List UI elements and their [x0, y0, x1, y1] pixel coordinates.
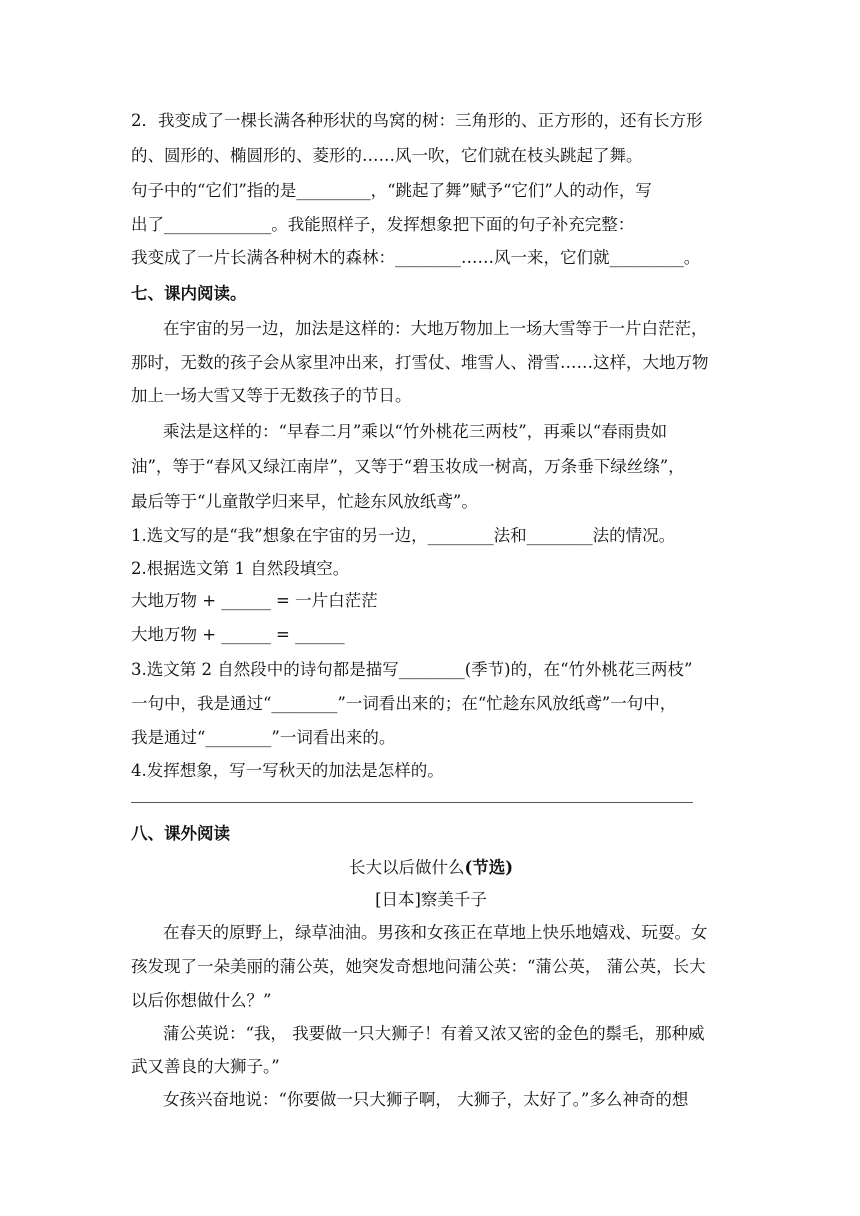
s7-question-3-line-2: 一句中，我是通过“________”一词看出来的；在“忙趁东风放纸鸢”一句中， — [131, 694, 677, 713]
q2-line-5: 我变成了一片长满各种树木的森林：________……风一来，它们就_________。 — [131, 248, 701, 267]
s8-p3-line-1: 女孩兴奋地说：“你要做一只大狮子啊， 大狮子，太好了。”多么神奇的想 — [163, 1090, 689, 1109]
s8-p1-line-2: 孩发现了一朵美丽的蒲公英，她突发奇想地问蒲公英：“蒲公英， 蒲公英，长大 — [131, 957, 706, 976]
s7-question-3-line-1: 3.选文第 2 自然段中的诗句都是描写________(季节)的，在“竹外桃花三两枝” — [131, 660, 693, 679]
q2-line-2: 的、圆形的、椭圆形的、菱形的……风一吹，它们就在枝头跳起了舞。 — [131, 146, 643, 165]
s7-question-2-equation-2: 大地万物 + ______ = ______ — [131, 625, 345, 644]
q2-line-4: 出了_____________。我能照样子，发挥想象把下面的句子补充完整： — [131, 215, 635, 234]
s7-p2-line-2: 油”，等于“春风又绿江南岸”，又等于“碧玉妆成一树高，万条垂下绿丝绦”， — [131, 457, 685, 476]
s7-p2-line-3: 最后等于“儿童散学归来早，忙趁东风放纸鸢”。 — [131, 492, 478, 511]
q2-line-3: 句子中的“它们”指的是_________，“跳起了舞”赋予“它们”人的动作，写 — [131, 181, 652, 200]
article-title — [131, 857, 731, 879]
s8-p2-line-1: 蒲公英说：“我， 我要做一只大狮子！有着又浓又密的金色的鬃毛，那种威 — [163, 1024, 705, 1043]
s7-question-1: 1.选文写的是“我”想象在宇宙的另一边，________法和________法的情况。 — [131, 526, 676, 545]
q2-line-1: 2．我变成了一棵长满各种形状的鸟窝的树：三角形的、正方形的，还有长方形 — [131, 111, 703, 130]
section8-heading: 八、课外阅读 — [131, 824, 230, 843]
s8-p2-line-2: 武又善良的大狮子。” — [131, 1057, 280, 1076]
article-title-suffix: (节选) — [464, 858, 514, 877]
s7-question-2-equation-1: 大地万物 + ______ = 一片白茫茫 — [131, 591, 378, 610]
s8-p1-line-3: 以后你想做什么？” — [131, 991, 272, 1010]
s7-p2-line-1: 乘法是这样的：“早春二月”乘以“竹外桃花三两枝”，再乘以“春雨贵如 — [163, 422, 668, 441]
s7-question-2: 2.根据选文第 1 自然段填空。 — [131, 559, 350, 578]
s7-question-3-line-3: 我是通过“________”一词看出来的。 — [131, 728, 396, 747]
s7-p1-line-3: 加上一场大雪又等于无数孩子的节日。 — [131, 386, 412, 405]
s7-p1-line-2: 那时，无数的孩子会从家里冲出来，打雪仗、堆雪人、滑雪……这样，大地万物 — [131, 353, 709, 372]
section7-heading: 七、课内阅读。 — [131, 284, 247, 303]
article-title-main: 长大以后做什么 — [348, 858, 465, 877]
answer-line — [131, 802, 693, 803]
s7-p1-line-1: 在宇宙的另一边，加法是这样的：大地万物加上一场大雪等于一片白茫茫， — [163, 319, 708, 338]
s7-question-4: 4.发挥想象，写一写秋天的加法是怎样的。 — [131, 761, 444, 780]
s8-p1-line-1: 在春天的原野上，绿草油油。男孩和女孩正在草地上快乐地嬉戏、玩耍。女 — [163, 923, 708, 942]
article-author: [日本]察美千子 — [375, 890, 487, 909]
